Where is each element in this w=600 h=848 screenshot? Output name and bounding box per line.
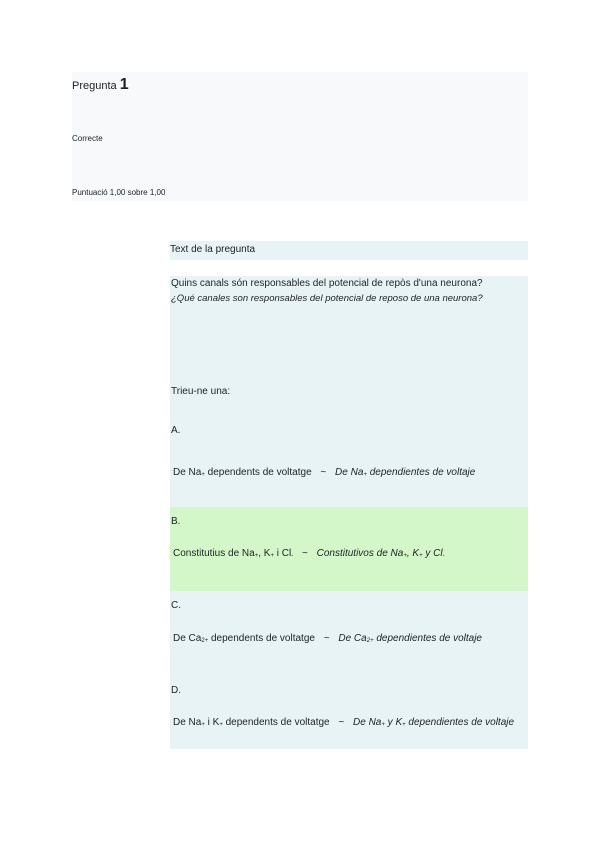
question-grade: Puntuació 1,00 sobre 1,00 bbox=[72, 188, 166, 197]
question-text-spanish: ¿Qué canales son responsables del potencial de reposo de una neurona? bbox=[171, 293, 483, 304]
question-number bbox=[72, 76, 129, 94]
answer-separator: ~ bbox=[320, 467, 327, 478]
question-content bbox=[170, 276, 528, 749]
answer-text: De $Ca_{2+}$ dependents de voltatge ~ De $Ca_{2+}$ dependientes de voltaje bbox=[173, 633, 482, 644]
answer-letter: A. bbox=[171, 425, 181, 436]
answer-option-d[interactable] bbox=[170, 676, 528, 749]
answer-option-c[interactable] bbox=[170, 591, 528, 675]
question-info-panel bbox=[72, 72, 528, 201]
answer-letter: C. bbox=[171, 600, 181, 611]
answer-letter: D. bbox=[171, 685, 181, 696]
question-state: Correcte bbox=[72, 134, 103, 143]
question-text bbox=[171, 276, 521, 306]
answer-separator: ~ bbox=[302, 548, 308, 559]
question-label: Pregunta bbox=[72, 80, 117, 92]
question-number-value: 1 bbox=[119, 76, 129, 93]
question-text-label: Text de la pregunta bbox=[170, 241, 528, 260]
question-text-catalan: Quins canals són responsables del potencial de repòs d'una neurona? bbox=[171, 278, 483, 289]
answer-separator: ~ bbox=[323, 633, 330, 644]
answer-text: Constitutius de $Na_+$, $K_+$ i $Cl_-$ ~ Constitutivos de $Na_+$, $K_+$ y $Cl_-$ bbox=[173, 548, 445, 559]
answer-letter: B. bbox=[171, 516, 181, 527]
answer-option-b[interactable] bbox=[170, 507, 528, 591]
answer-separator: ~ bbox=[338, 717, 345, 728]
answer-text: De $Na_+$ i $K_+$ dependents de voltatge ~ De $Na_+$ y $K_+$ dependientes de voltaje bbox=[173, 717, 515, 728]
answer-option-a[interactable] bbox=[170, 416, 528, 504]
answer-text: De $Na_+$ dependents de voltatge ~ De $Na_+$ dependientes de voltaje bbox=[173, 467, 476, 478]
answer-prompt: Trieu-ne una: bbox=[171, 386, 231, 397]
